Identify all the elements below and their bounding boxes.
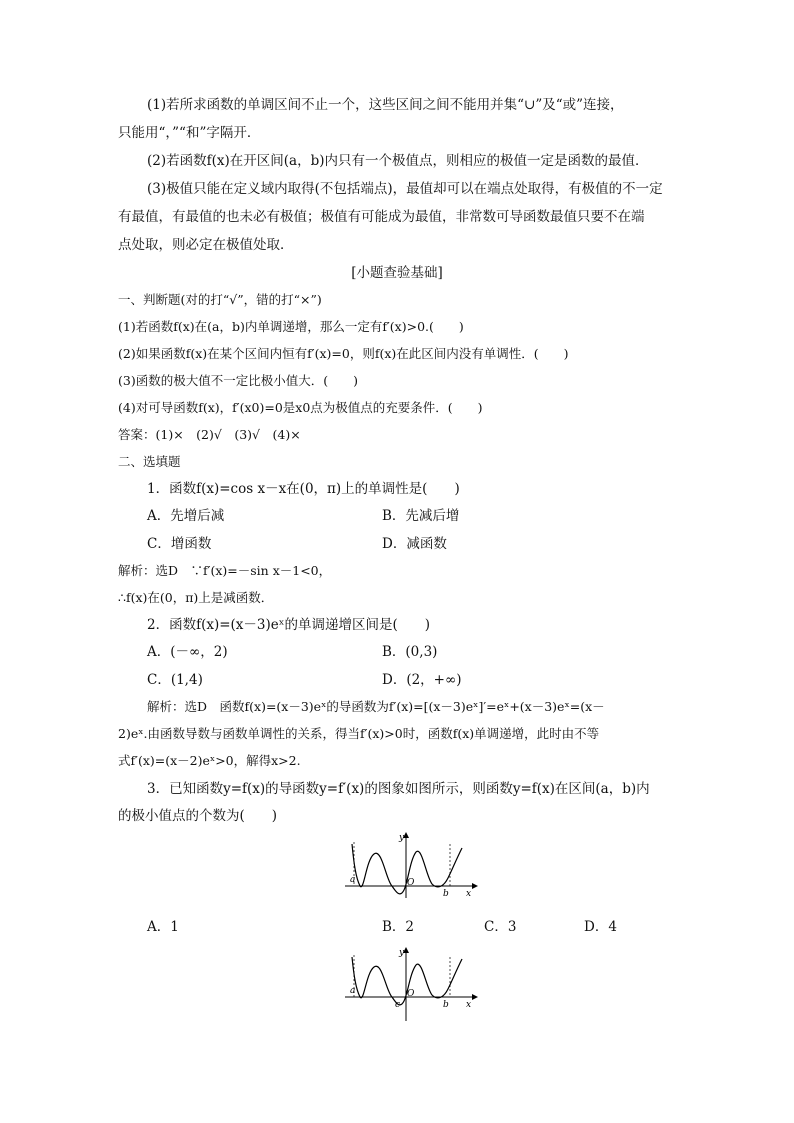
note-1-line-2: 只能用“，”“和”字隔开．: [118, 125, 261, 141]
q3-stem-line-2: 的极小值点的个数为( ): [118, 808, 278, 824]
judge-answer: 答案：(1)× (2)√ (3)√ (4)×: [118, 427, 301, 442]
q1-stem: 1．函数f(x)=cos x－x在(0，π)上的单调性是( ): [147, 481, 460, 497]
q1-option-a: A．先增后减: [147, 508, 225, 524]
q2-option-b: B．(0,3): [382, 644, 438, 660]
judge-item-4: (4)对可导函数f(x)，f′(x0)=0是x0点为极值点的充要条件．( ): [118, 400, 483, 415]
q3-option-a: A．1: [147, 919, 179, 935]
label-b: b: [443, 1000, 449, 1010]
note-3-line-2: 有最值，有最值的也未必有极值；极值有可能成为最值，非常数可导函数最值只要不在端: [118, 209, 645, 225]
label-x: x: [466, 1000, 472, 1010]
q1-solution-line-1: 解析：选D ∵f′(x)=－sin x－1<0，: [118, 563, 332, 578]
label-a: a: [350, 875, 356, 885]
label-a: a: [350, 986, 356, 996]
q2-solution-line-2: 2)eˣ.由函数导数与函数单调性的关系，得当f′(x)>0时，函数f(x)单调递增，此时由不等: [118, 726, 600, 741]
judge-item-2: (2)如果函数f(x)在某个区间内恒有f′(x)=0，则f(x)在此区间内没有单调性．( ): [118, 346, 569, 361]
label-x: x: [466, 889, 472, 899]
q3-stem-line-1: 3．已知函数y=f(x)的导函数y=f′(x)的图象如图所示，则函数y=f(x)在区间(a，b)内: [147, 781, 650, 797]
label-c: c: [395, 1000, 401, 1010]
q2-option-a: A．(－∞，2): [147, 644, 228, 660]
judge-item-1: (1)若函数f(x)在(a，b)内单调递增，那么一定有f′(x)>0.( ): [118, 319, 464, 334]
q2-option-d: D．(2，+∞): [382, 672, 462, 688]
x-axis-arrow: [472, 883, 478, 889]
label-y: y: [399, 948, 405, 958]
label-origin: O: [407, 989, 415, 999]
note-2: (2)若函数f(x)在开区间(a，b)内只有一个极值点，则相应的极值一定是函数的最值．: [147, 153, 649, 169]
q3-option-d: D．4: [584, 919, 617, 935]
part1-heading: 一、判断题(对的打“√”，错的打“×”): [118, 292, 322, 307]
q1-option-b: B．先减后增: [382, 508, 460, 524]
judge-item-3: (3)函数的极大值不一定比极小值大．( ): [118, 373, 358, 388]
q3-option-b: B．2: [382, 919, 415, 935]
note-3-line-3: 点处取，则必定在极值处取．: [118, 237, 294, 253]
derivative-graph-1: [340, 830, 480, 900]
part2-heading: 二、选填题: [118, 454, 181, 469]
q3-option-c: C．3: [484, 919, 517, 935]
label-origin: O: [407, 878, 415, 888]
q1-solution-line-2: ∴f(x)在(0，π)上是减函数．: [118, 590, 274, 605]
q1-option-d: D．减函数: [382, 536, 447, 552]
q2-option-c: C．(1,4): [147, 672, 203, 688]
q2-solution-line-3: 式f′(x)=(x－2)eˣ>0，解得x>2.: [118, 753, 301, 768]
q2-stem: 2．函数f(x)=(x－3)eˣ的单调递增区间是( ): [147, 617, 431, 633]
section-title: [小题查验基础]: [351, 265, 443, 281]
note-1-line-1: (1)若所求函数的单调区间不止一个，这些区间之间不能用并集“∪”及“或”连接，: [147, 97, 624, 113]
q1-option-c: C．增函数: [147, 536, 212, 552]
q2-solution-line-1: 解析：选D 函数f(x)=(x－3)eˣ的导函数为f′(x)=[(x－3)eˣ]′=eˣ+(x－3)eˣ=(x－: [147, 699, 605, 714]
note-3-line-1: (3)极值只能在定义域内取得(不包括端点)，最值却可以在端点处取得，有极值的不一定: [147, 181, 663, 197]
x-axis-arrow: [472, 994, 478, 1000]
derivative-graph-2: [340, 945, 480, 1025]
label-y: y: [399, 833, 405, 843]
label-b: b: [443, 889, 449, 899]
